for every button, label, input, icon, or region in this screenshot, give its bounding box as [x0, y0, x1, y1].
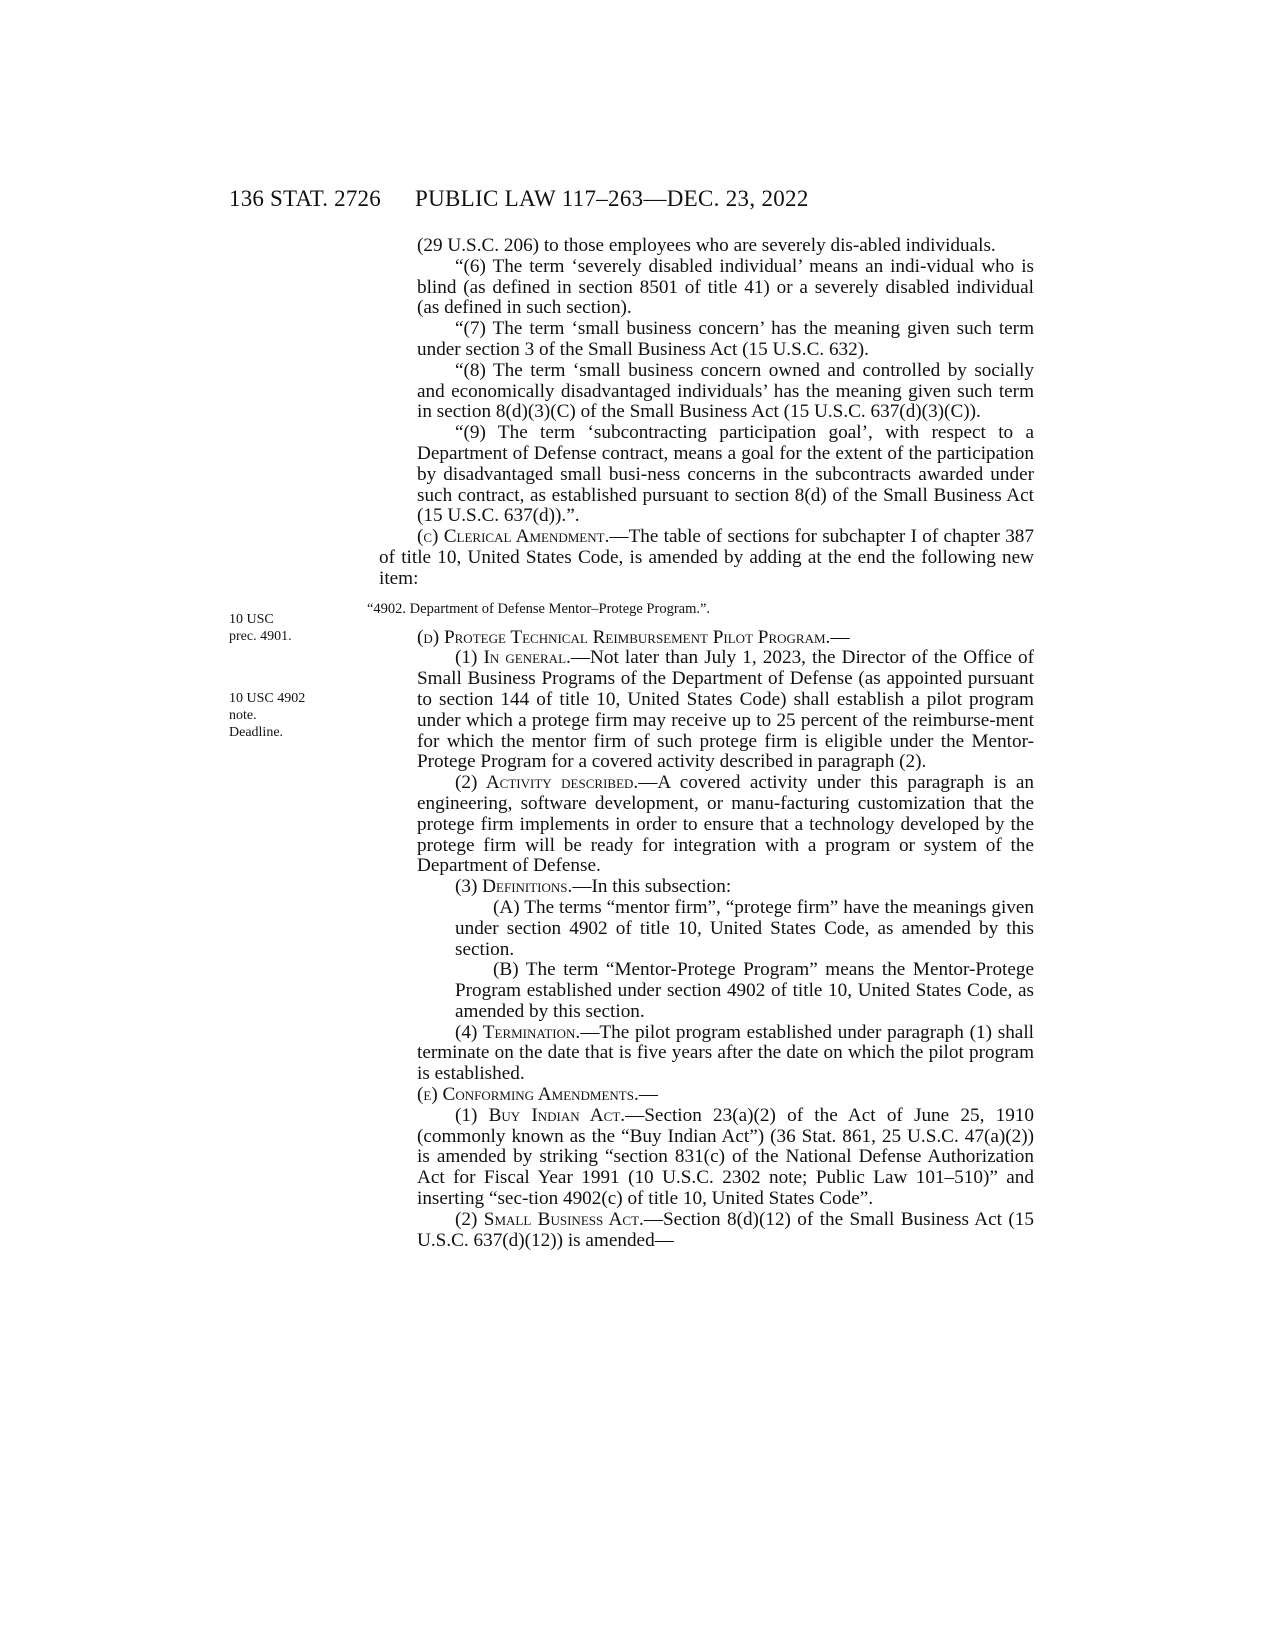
- margin-note-prec-4901: [229, 611, 359, 645]
- paragraph-e2-text: —Section 8(d)(12) of the Small Business Act (15 U.S.C. 637(d)(12)) is amended—: [417, 1208, 1034, 1251]
- body-text: [367, 235, 1034, 1251]
- paragraph-d3: [379, 877, 1034, 898]
- subsection-c-text: —The table of sections for subchapter I of chapter 387 of title 10, United States Code, is amended by adding at the end the following new item:: [379, 526, 1034, 589]
- table-of-sections-item: “4902. Department of Defense Mentor–Protege Program.”.: [367, 600, 711, 617]
- subsection-c-heading: (c) Clerical Amendment.: [417, 526, 610, 548]
- paragraph-d3-heading: (3) Definitions.: [455, 876, 573, 898]
- paragraph-e2-heading: (2) Small Business Act.: [455, 1208, 644, 1230]
- paragraph-d2-heading: (2) Activity described.: [455, 772, 639, 794]
- definition-6: “(6) The term ‘severely disabled individual’ means an indi-vidual who is blind (as defined in section 8501 of title 41) or a severely disabled individual (as defined in such section).: [417, 255, 1034, 319]
- running-head: PUBLIC LAW 117–263—DEC. 23, 2022: [415, 186, 809, 211]
- paragraph-d4-text: —The pilot program established under paragraph (1) shall terminate on the date that is five years after the date on which the pilot program is established.: [417, 1021, 1034, 1085]
- margin-note-line: 10 USC: [229, 612, 274, 627]
- definition-7: “(7) The term ‘small business concern’ has the meaning given such term under section 3 of the Small Business Act (15 U.S.C. 632).: [417, 318, 1034, 360]
- paragraph-d4-heading: (4) Termination.: [455, 1021, 581, 1043]
- subsection-d-title: (d) Protege Technical Reimbursement Pilot Program.—: [417, 626, 850, 648]
- subparagraph-d3b: (B) The term “Mentor-Protege Program” means the Mentor-Protege Program established under section 4902 of title 10, United States Code, as amended by this section.: [455, 959, 1034, 1022]
- paragraph-e1-text: —Section 23(a)(2) of the Act of June 25, 1910 (commonly known as the “Buy Indian Act”) (36 Stat. 861, 25 U.S.C. 47(a)(2)) is amended by striking “section 831(c) of the National Defense Authorization Act for Fiscal Year 1991 (10 U.S.C. 2302 note; Public Law 101–510)” and inserting “sec-tion 4902(c) of title 10, United States Code”.: [417, 1104, 1034, 1210]
- margin-note-line: prec. 4901.: [229, 629, 292, 644]
- paragraph-d2: [379, 773, 1034, 877]
- page-reference: 136 STAT. 2726: [229, 186, 381, 211]
- paragraph-d4: [379, 1023, 1034, 1085]
- paragraph-d1-heading: (1) In general.: [455, 647, 571, 669]
- definition-8: “(8) The term ‘small business concern owned and controlled by socially and economically disadvantaged individuals’ has the meaning given such term in section 8(d)(3)(C) of the Small Business Act (15 U.S.C. 637(d)(3)(C)).: [417, 359, 1034, 423]
- subsection-c: [379, 527, 1034, 589]
- definition-9: “(9) The term ‘subcontracting participation goal’, with respect to a Department of Defense contract, means a goal for the extent of the participation by disadvantaged small busi-ness concerns in the subcontracts awarded under such contract, as established pursuant to section 8(d) of the Small Business Act (15 U.S.C. 637(d)).”.: [417, 422, 1034, 527]
- subsection-e-title: (e) Conforming Amendments.—: [417, 1084, 658, 1106]
- margin-note-line: Deadline.: [229, 725, 284, 740]
- paragraph-d1-text: —Not later than July 1, 2023, the Director of the Office of Small Business Programs of the Department of Defense (as appointed pursuant to section 144 of title 10, United States Code) shall establish a pilot program under which a protege firm may receive up to 25 percent of the reimburse-ment for which the mentor firm of such protege firm is eligible under the Mentor-Protege Program for a covered activity described in paragraph (2).: [417, 647, 1034, 773]
- paragraph-d1: [379, 648, 1034, 773]
- subsection-e-heading: [379, 1085, 1034, 1106]
- paragraph-continuation: (29 U.S.C. 206) to those employees who are severely dis-abled individuals.: [417, 235, 996, 256]
- subsection-d-heading: [379, 628, 1034, 649]
- paragraph-d2-text: —A covered activity under this paragraph is an engineering, software development, or manu-facturing customization that the protege firm implements in order to ensure that a technology developed by the protege firm will be ready for integration with a program or system of the Department of Defense.: [417, 772, 1034, 877]
- paragraph-e2: [379, 1210, 1034, 1252]
- paragraph-d3-text: —In this subsection:: [572, 876, 732, 898]
- paragraph-e1: [379, 1106, 1034, 1210]
- margin-note-line: 10 USC 4902: [229, 691, 306, 706]
- subparagraph-d3a: (A) The terms “mentor firm”, “protege firm” have the meanings given under section 4902 of title 10, United States Code, as amended by this section.: [455, 896, 1034, 960]
- paragraph-e1-heading: (1) Buy Indian Act.: [455, 1104, 626, 1126]
- margin-note-4902-deadline: [229, 690, 359, 741]
- margin-note-line: note.: [229, 708, 257, 723]
